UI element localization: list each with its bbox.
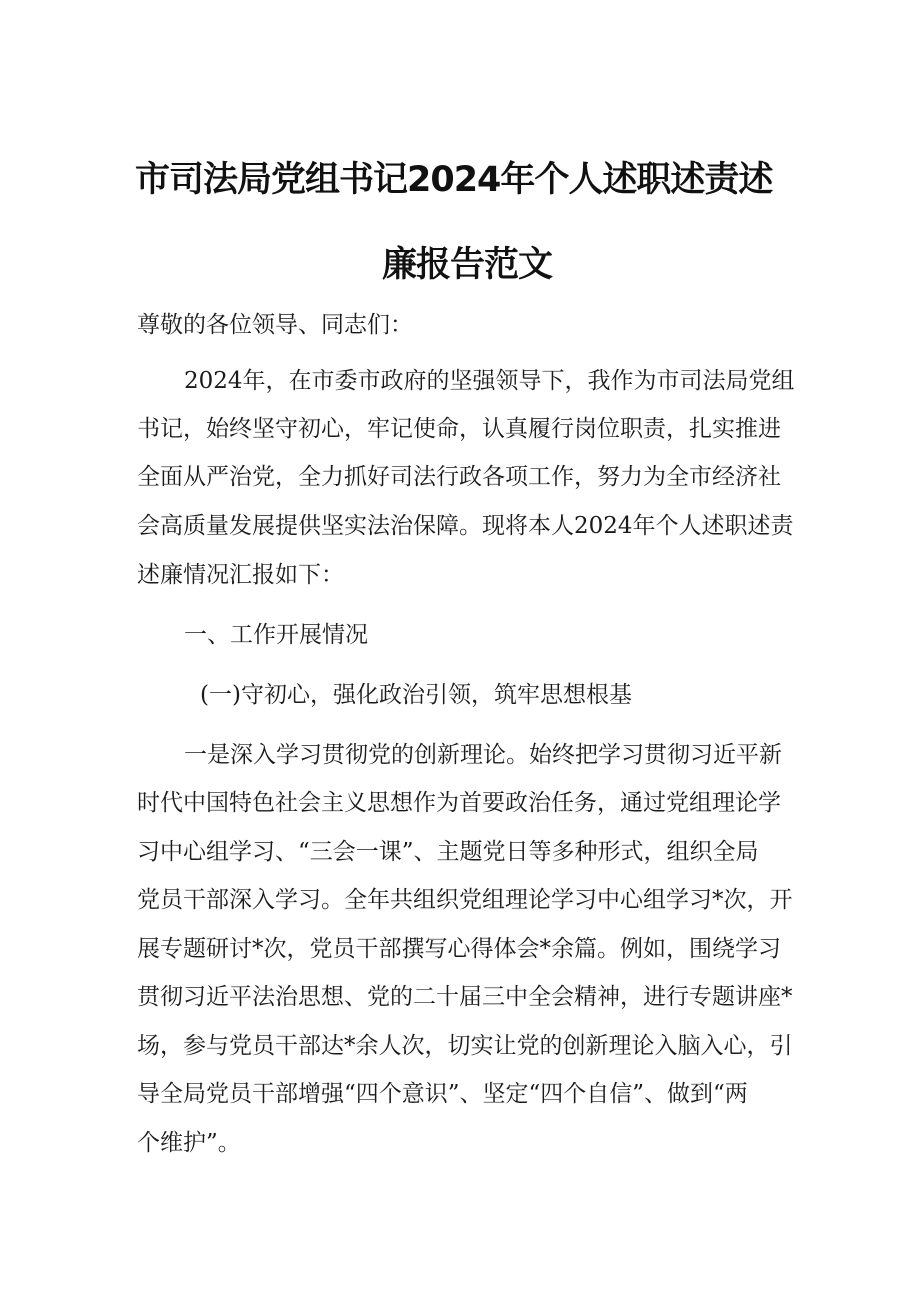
paragraph-line: 习中心组学习、“三会一课”、主题党日等多种形式，组织全局 (137, 839, 759, 865)
paragraph-line: 展专题研讨*次，党员干部撰写心得体会*余篇。例如，围绕学习 (137, 936, 781, 962)
paragraph-line: 贯彻习近平法治思想、党的二十届三中全会精神，进行专题讲座* (137, 984, 793, 1010)
paragraph-line: 导全局党员干部增强“四个意识”、坚定“四个自信”、做到“两 (137, 1081, 748, 1107)
paragraph-line: 场，参与党员干部达*余人次，切实让党的创新理论入脑入心，引 (137, 1033, 793, 1059)
paragraph-line: 个维护”。 (137, 1130, 241, 1156)
intro-line: 述廉情况汇报如下： (137, 562, 344, 588)
intro-line: 全面从严治党，全力抓好司法行政各项工作，努力为全市经济社 (137, 464, 781, 490)
paragraph-line: 党员干部深入学习。全年共组织党组理论学习中心组学习*次，开 (137, 887, 793, 913)
document-title-line-1: 市司法局党组书记2024年个人述职述责述 (135, 160, 773, 200)
document-title-line-2: 廉报告范文 (382, 245, 553, 285)
intro-line: 2024年，在市委市政府的坚强领导下，我作为市司法局党组 (184, 368, 795, 394)
subsection-heading: (一)守初心，强化政治引领，筑牢思想根基 (200, 682, 632, 708)
intro-line: 会高质量发展提供坚实法治保障。现将本人2024年个人述职述责 (137, 513, 794, 539)
paragraph-line: 时代中国特色社会主义思想作为首要政治任务，通过党组理论学 (137, 790, 781, 816)
salutation: 尊敬的各位领导、同志们： (137, 312, 413, 338)
intro-line: 书记，始终坚守初心，牢记使命，认真履行岗位职责，扎实推进 (137, 416, 781, 442)
section-heading: 一、工作开展情况 (184, 622, 368, 648)
paragraph-line: 一是深入学习贯彻党的创新理论。始终把学习贯彻习近平新 (184, 742, 782, 768)
